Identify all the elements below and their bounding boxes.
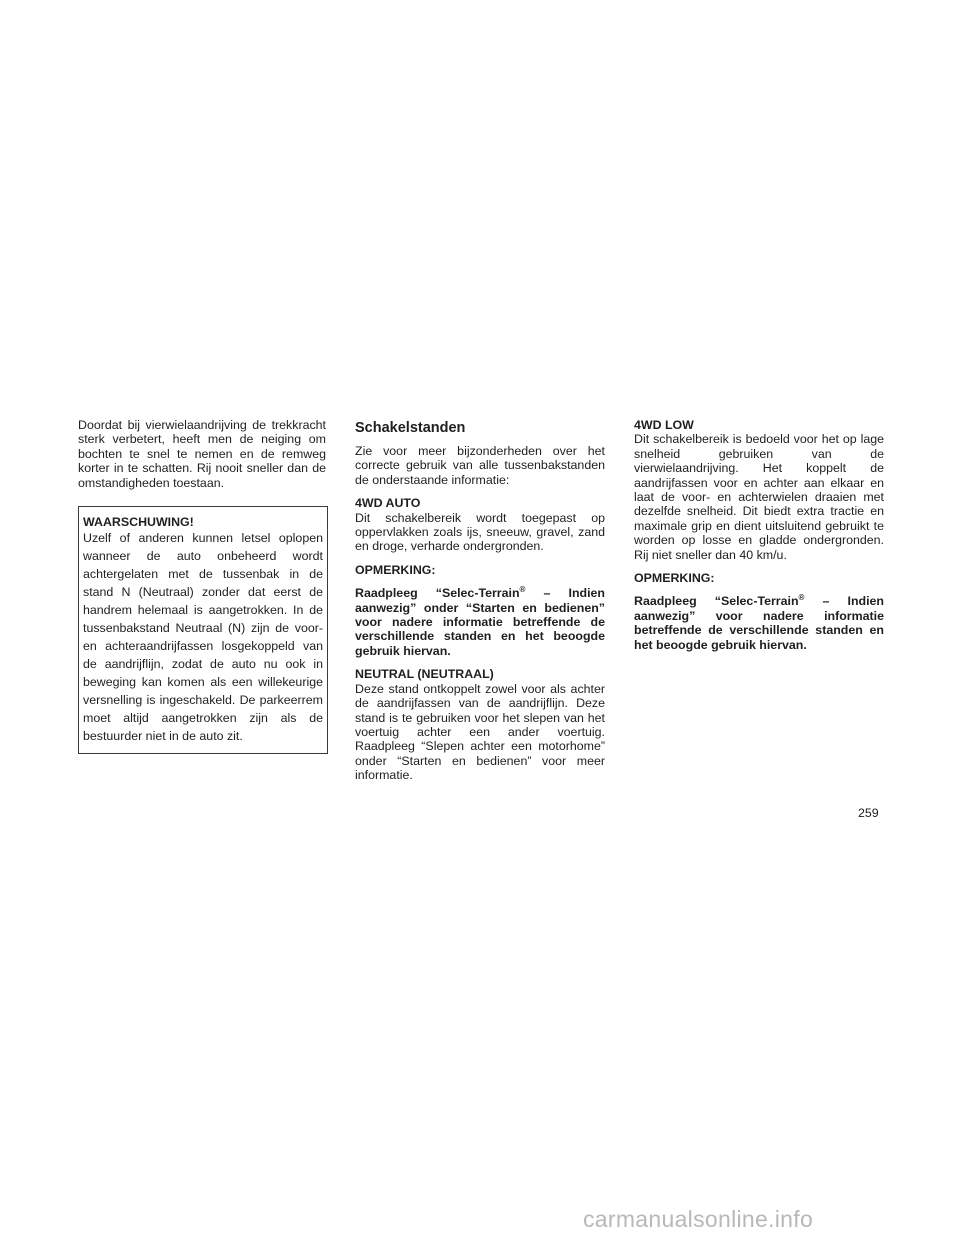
neutral-title: NEUTRAL (NEUTRAAL) <box>355 667 494 682</box>
auto-title: 4WD AUTO <box>355 496 421 511</box>
note-text <box>355 586 605 658</box>
note-text-pre: Raadpleeg “Selec-Terrain <box>355 586 520 601</box>
note-text-post: – Indien aanwezig” voor nadere informatie betreffende de verschillende standen en het beoogde gebruik hiervan. <box>634 594 884 652</box>
low-title: 4WD LOW <box>634 418 694 432</box>
note-text-pre: Raadpleeg “Selec-Terrain <box>634 594 799 609</box>
intro-paragraph: Doordat bij vierwielaandrijving de trekkracht sterk verbetert, heeft men de neiging om bochten te snel te nemen en de remweg korter in te schatten. Rij nooit sneller dan de omstandigheden toestaan. <box>78 418 326 490</box>
note-text <box>634 594 884 652</box>
column-right <box>634 418 884 652</box>
watermark: carmanualsonline.info <box>583 1206 814 1232</box>
warning-title: WAARSCHUWING! <box>83 515 194 530</box>
low-body: Dit schakelbereik is bedoeld voor het op lage snelheid gebruiken van de vierwielaandrijving. Het koppelt de aandrijfassen voor en achter aan elkaar en laat de voor- en achterwielen draaien met dezelfde snelheid. Dit biedt extra tractie en maximale grip en dient uitsluitend gebruikt te worden op losse en gladde ondergronden. Rij niet sneller dan 40 km/u. <box>634 432 884 562</box>
note-label: OPMERKING: <box>355 562 436 577</box>
note-text-post: – Indien aanwezig” onder “Starten en bedienen” voor nadere informatie betreffende de verschillende standen en het beoogde gebruik hiervan. <box>355 586 605 658</box>
column-left <box>78 418 326 754</box>
section-heading: Schakelstanden <box>355 420 466 436</box>
warning-box <box>78 506 328 754</box>
auto-body: Dit schakelbereik wordt toegepast op oppervlakken zoals ijs, sneeuw, gravel, zand en droge, verharde ondergronden. <box>355 510 605 554</box>
registered-mark: ® <box>519 585 526 595</box>
warning-body: Uzelf of anderen kunnen letsel oplopen wanneer de auto onbeheerd wordt achtergelaten met de tussenbak in de stand N (Neutraal) zonder dat eerst de handrem helemaal is aangetrokken. In de tussenbakstand Neutraal (N) zijn de voor- en achteraandrijfassen losgekoppeld van de aandrijflijn, zodat de auto nu ook in beweging kan komen als een willekeurige versnelling is ingeschakeld. De parkeerrem moet altijd aangetrokken zijn als de bestuurder niet in de auto zit. <box>83 531 323 744</box>
column-middle <box>355 420 605 783</box>
note-label: OPMERKING: <box>634 571 715 586</box>
page-number: 259 <box>858 806 879 820</box>
registered-mark: ® <box>798 593 805 603</box>
neutral-body: Deze stand ontkoppelt zowel voor als achter de aandrijfassen van de aandrijflijn. Deze stand is te gebruiken voor het slepen van het voertuig achter een ander voertuig. Raadpleeg “Slepen achter een motorhome” onder “Starten en bedienen” voor meer informatie. <box>355 681 605 783</box>
section-intro: Zie voor meer bijzonderheden over het correcte gebruik van alle tussenbakstanden de onderstaande informatie: <box>355 444 605 487</box>
